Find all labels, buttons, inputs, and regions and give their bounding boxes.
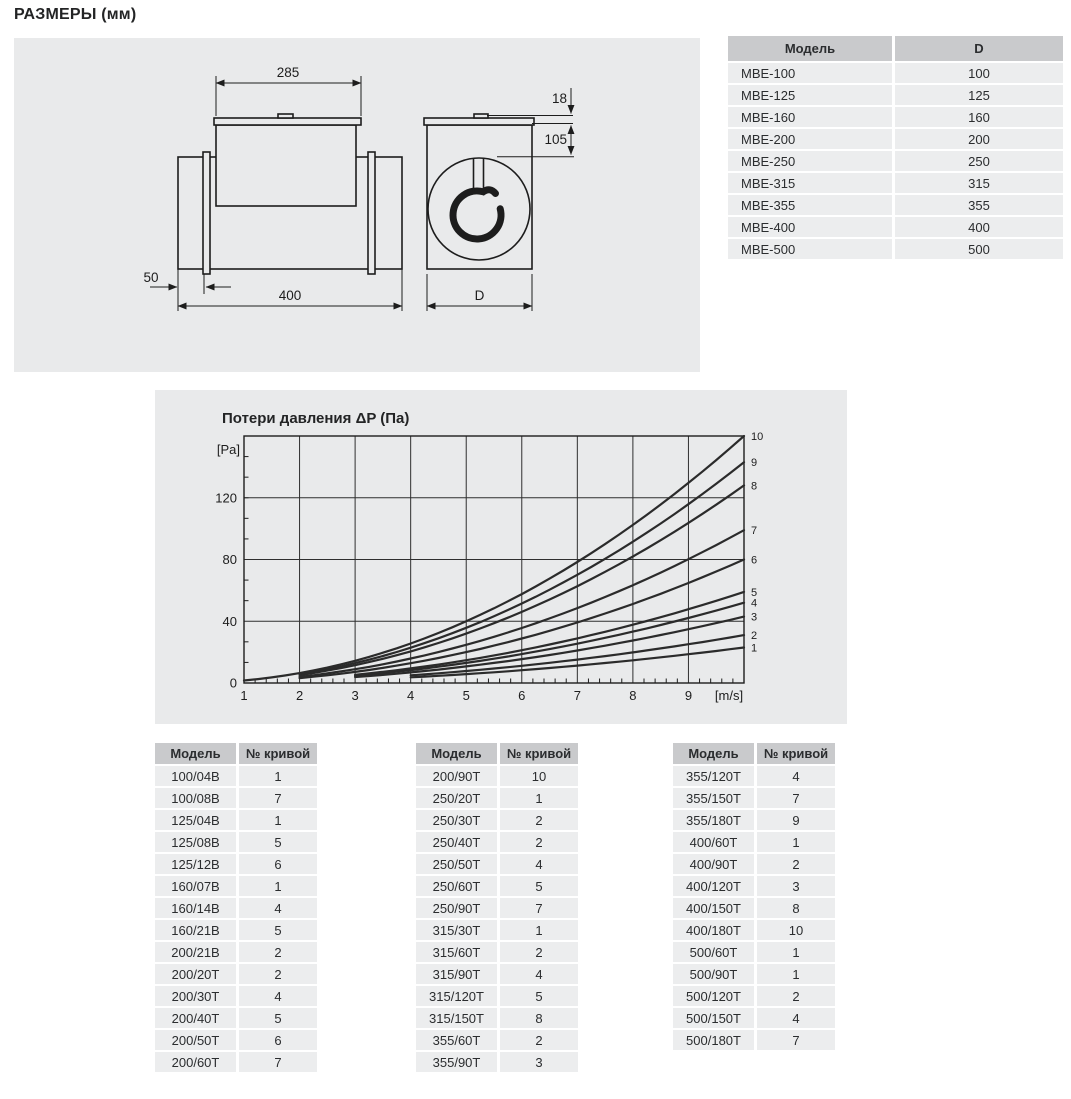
chart-title: Потери давления ΔP (Па) (222, 410, 410, 427)
table-cell: 100/08B (155, 788, 236, 808)
table-cell: 8 (500, 1008, 578, 1028)
table-cell: 355/120T (673, 766, 754, 786)
table-cell: 7 (500, 898, 578, 918)
dim-d-label: D (474, 288, 485, 303)
table-cell: 125 (895, 85, 1063, 105)
table-row (416, 920, 578, 940)
y-tick-label: 40 (222, 613, 237, 629)
pressure-curve-10 (244, 436, 744, 681)
curve-table-1 (155, 743, 317, 1074)
table-row (673, 898, 835, 918)
table-header-row (155, 743, 317, 764)
table-cell: 500/60T (673, 942, 754, 962)
table-row (673, 964, 835, 984)
table-row (728, 129, 1063, 149)
table-cell: 200/30T (155, 986, 236, 1006)
x-tick-label: 6 (518, 688, 526, 703)
table-cell: 7 (239, 1052, 317, 1072)
table-row (673, 920, 835, 940)
table-cell: 200/21B (155, 942, 236, 962)
table-cell: 2 (500, 942, 578, 962)
x-tick-label: 7 (573, 688, 581, 703)
table-row (673, 810, 835, 830)
table-cell: 2 (239, 964, 317, 984)
table-cell: 400/120T (673, 876, 754, 896)
page-title: РАЗМЕРЫ (мм) (14, 6, 137, 23)
table-cell: 315/60T (416, 942, 497, 962)
dim-50-label: 50 (143, 270, 159, 285)
table-row (728, 173, 1063, 193)
curve-table-2 (416, 743, 578, 1074)
table-cell: 250/30T (416, 810, 497, 830)
table-cell: 500/180T (673, 1030, 754, 1050)
table-row (728, 85, 1063, 105)
table-row (673, 788, 835, 808)
table-cell: 160/14B (155, 898, 236, 918)
table-cell: 4 (239, 986, 317, 1006)
curve-number-label: 9 (751, 457, 758, 470)
table-cell: 125/04B (155, 810, 236, 830)
table-cell: 250 (895, 151, 1063, 171)
table-cell: 100 (895, 63, 1063, 83)
table-cell: 315/90T (416, 964, 497, 984)
table-cell: 1 (239, 810, 317, 830)
dim-285-label: 285 (276, 65, 300, 80)
table-cell: 6 (239, 854, 317, 874)
table-row (416, 1052, 578, 1072)
table-cell: 1 (500, 920, 578, 940)
table-cell: 250/20T (416, 788, 497, 808)
table-row (155, 810, 317, 830)
table-cell: 315/150T (416, 1008, 497, 1028)
column-header: № кривой (500, 743, 578, 764)
table-cell: 4 (239, 898, 317, 918)
table-row (673, 942, 835, 962)
table-cell: 2 (757, 986, 835, 1006)
table-cell: 400/90T (673, 854, 754, 874)
curve-number-label: 4 (751, 597, 758, 610)
table-cell: 4 (500, 964, 578, 984)
table-cell: 355/90T (416, 1052, 497, 1072)
x-tick-label: 5 (462, 688, 470, 703)
table-row (416, 766, 578, 786)
table-header-row (728, 36, 1063, 61)
column-header: Модель (673, 743, 754, 764)
dimensions-drawing (14, 38, 700, 372)
table-row (673, 1008, 835, 1028)
x-tick-label: 4 (407, 688, 415, 703)
table-cell: 1 (239, 766, 317, 786)
table-cell: 5 (500, 876, 578, 896)
table-cell: 5 (239, 1008, 317, 1028)
table-row (728, 239, 1063, 259)
x-tick-label: 2 (295, 688, 304, 703)
table-cell: 10 (500, 766, 578, 786)
table-cell: 315 (895, 173, 1063, 193)
column-header: № кривой (239, 743, 317, 764)
table-cell: MBE-355 (728, 195, 892, 215)
table-cell: 400 (895, 217, 1063, 237)
table-cell: 500 (895, 239, 1063, 259)
curve-number-label: 1 (751, 642, 758, 655)
table-row (155, 920, 317, 940)
curve-number-label: 8 (751, 480, 758, 493)
table-cell: MBE-200 (728, 129, 892, 149)
pressure-curve-4 (355, 603, 744, 676)
x-axis-unit: [m/s] (714, 688, 744, 703)
dimensions-drawing-panel (14, 38, 700, 372)
table-cell: 100/04B (155, 766, 236, 786)
table-cell: 6 (239, 1030, 317, 1050)
table-row (416, 964, 578, 984)
table-row (673, 854, 835, 874)
table-cell: 200 (895, 129, 1063, 149)
table-cell: 1 (757, 832, 835, 852)
table-row (416, 1008, 578, 1028)
table-row (155, 898, 317, 918)
table-cell: 125/08B (155, 832, 236, 852)
table-row (155, 876, 317, 896)
table-cell: 7 (757, 1030, 835, 1050)
table-row (673, 1030, 835, 1050)
table-cell: MBE-100 (728, 63, 892, 83)
table-row (728, 107, 1063, 127)
dim-18-label: 18 (551, 91, 567, 106)
table-row (728, 217, 1063, 237)
curve-number-label: 7 (751, 525, 758, 538)
column-header: Модель (416, 743, 497, 764)
table-row (416, 854, 578, 874)
table-cell: 250/40T (416, 832, 497, 852)
table-cell: 1 (500, 788, 578, 808)
table-cell: MBE-500 (728, 239, 892, 259)
table-cell: 10 (757, 920, 835, 940)
table-cell: 200/40T (155, 1008, 236, 1028)
curve-number-label: 6 (751, 554, 758, 567)
dim-400-label: 400 (278, 288, 302, 303)
table-cell: 8 (757, 898, 835, 918)
table-cell: 2 (239, 942, 317, 962)
x-tick-label: 8 (629, 688, 637, 703)
table-cell: 2 (757, 854, 835, 874)
table-row (416, 876, 578, 896)
heater-lid (424, 118, 534, 125)
table-cell: 355/180T (673, 810, 754, 830)
y-tick-label: 80 (222, 552, 237, 567)
left-flange-ring (203, 152, 210, 274)
table-row (416, 832, 578, 852)
table-cell: 250/60T (416, 876, 497, 896)
table-cell: 1 (757, 942, 835, 962)
table-cell: 5 (239, 920, 317, 940)
table-cell: 5 (500, 986, 578, 1006)
table-row (728, 151, 1063, 171)
table-cell: 355/150T (673, 788, 754, 808)
table-row (416, 788, 578, 808)
table-row (673, 986, 835, 1006)
dim-105-label: 105 (544, 132, 567, 147)
y-tick-label: 0 (229, 675, 237, 691)
front-view (424, 88, 574, 311)
table-row (155, 832, 317, 852)
table-cell: 400/180T (673, 920, 754, 940)
table-cell: 125/12B (155, 854, 236, 874)
table-cell: 200/90T (416, 766, 497, 786)
table-cell: 160 (895, 107, 1063, 127)
table-cell: 4 (757, 766, 835, 786)
model-diameter-table (728, 36, 1063, 261)
table-row (728, 195, 1063, 215)
table-cell: MBE-400 (728, 217, 892, 237)
table-cell: 400/60T (673, 832, 754, 852)
table-cell: 7 (757, 788, 835, 808)
x-tick-label: 9 (684, 688, 693, 703)
table-cell: 200/50T (155, 1030, 236, 1050)
table-cell: 250/90T (416, 898, 497, 918)
table-cell: 160/07B (155, 876, 236, 896)
y-tick-label: 120 (215, 490, 237, 506)
lid-gland (278, 114, 293, 118)
table-row (416, 898, 578, 918)
table-cell: 5 (239, 832, 317, 852)
table-cell: 500/90T (673, 964, 754, 984)
table-row (155, 964, 317, 984)
curve-table-3 (673, 743, 835, 1052)
table-row (673, 832, 835, 852)
table-cell: MBE-315 (728, 173, 892, 193)
curve-number-label: 5 (751, 586, 758, 599)
table-cell: 400/150T (673, 898, 754, 918)
table-cell: 200/20T (155, 964, 236, 984)
right-flange-ring (368, 152, 375, 274)
table-row (416, 986, 578, 1006)
column-header: Модель (155, 743, 236, 764)
table-row (155, 1052, 317, 1072)
table-cell: 500/120T (673, 986, 754, 1006)
table-row (155, 1008, 317, 1028)
table-row (728, 63, 1063, 83)
table-row (155, 788, 317, 808)
curve-number-label: 3 (751, 611, 758, 624)
y-axis-unit: [Pa] (216, 442, 240, 457)
table-cell: MBE-125 (728, 85, 892, 105)
x-tick-label: 1 (240, 688, 248, 703)
table-cell: 200/60T (155, 1052, 236, 1072)
table-row (155, 942, 317, 962)
column-header: № кривой (757, 743, 835, 764)
pressure-loss-chart (155, 390, 847, 724)
table-cell: 4 (757, 1008, 835, 1028)
terminal-box-lid (214, 118, 361, 125)
table-cell: 2 (500, 810, 578, 830)
x-tick-label: 3 (351, 688, 359, 703)
column-header: D (895, 36, 1063, 61)
table-cell: 355 (895, 195, 1063, 215)
terminal-box (216, 125, 356, 206)
table-cell: 160/21B (155, 920, 236, 940)
table-row (155, 854, 317, 874)
side-view (143, 65, 402, 311)
lid-gland-front (474, 114, 488, 118)
table-cell: 3 (757, 876, 835, 896)
curve-number-label: 2 (751, 630, 758, 643)
table-cell: MBE-250 (728, 151, 892, 171)
table-cell: 1 (757, 964, 835, 984)
table-cell: 1 (239, 876, 317, 896)
column-header: Модель (728, 36, 892, 61)
curve-number-label: 10 (751, 431, 764, 443)
table-cell: 2 (500, 1030, 578, 1050)
table-cell: MBE-160 (728, 107, 892, 127)
table-cell: 4 (500, 854, 578, 874)
table-cell: 9 (757, 810, 835, 830)
table-header-row (673, 743, 835, 764)
table-row (416, 1030, 578, 1050)
table-row (416, 810, 578, 830)
table-cell: 7 (239, 788, 317, 808)
table-cell: 500/150T (673, 1008, 754, 1028)
table-row (416, 942, 578, 962)
table-row (155, 986, 317, 1006)
table-cell: 315/120T (416, 986, 497, 1006)
table-row (155, 1030, 317, 1050)
table-row (155, 766, 317, 786)
table-row (673, 876, 835, 896)
duct-opening (428, 158, 530, 260)
pressure-loss-panel (155, 390, 847, 724)
table-cell: 250/50T (416, 854, 497, 874)
table-row (673, 766, 835, 786)
table-cell: 3 (500, 1052, 578, 1072)
table-cell: 2 (500, 832, 578, 852)
table-cell: 315/30T (416, 920, 497, 940)
table-cell: 355/60T (416, 1030, 497, 1050)
table-header-row (416, 743, 578, 764)
